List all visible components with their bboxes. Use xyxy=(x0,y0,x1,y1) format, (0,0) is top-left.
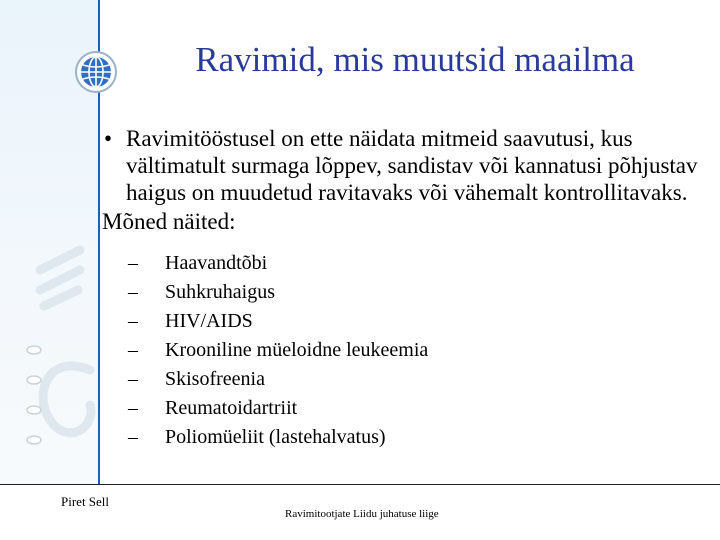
dash-icon: – xyxy=(128,339,138,361)
bullet-icon: • xyxy=(104,126,113,151)
slide-title: Ravimid, mis muutsid maailma xyxy=(195,40,635,79)
dash-icon: – xyxy=(128,310,138,332)
dash-icon: – xyxy=(128,397,138,419)
list-item: – Krooniline müeloidne leukeemia xyxy=(100,336,700,365)
examples-heading: Mõned näited: xyxy=(102,209,236,234)
examples-list xyxy=(100,249,700,452)
list-item: – Suhkruhaigus xyxy=(100,278,700,307)
footer-affiliation: Ravimitootjate Liidu juhatuse liige xyxy=(285,508,439,520)
dash-icon: – xyxy=(128,281,138,303)
list-item: – Skisofreenia xyxy=(100,365,700,394)
list-item: – HIV/AIDS xyxy=(100,307,700,336)
footer-author: Piret Sell xyxy=(61,494,110,509)
list-item: – Reumatoidartriit xyxy=(100,394,700,423)
intro-bullet-text: Ravimitööstusel on ette näidata mitmeid saavutusi, kus vältimatult surmaga lõppev, sandistav või kannatusi põhjustav haigus on muudetud ravitavaks või vähemalt kontrollitavaks. xyxy=(126,126,698,205)
footer-divider xyxy=(0,484,720,485)
decorative-watermark xyxy=(20,230,100,470)
dash-icon: – xyxy=(128,252,138,274)
intro-bullet xyxy=(100,125,700,206)
globe-icon xyxy=(74,50,118,94)
dash-icon: – xyxy=(128,426,138,448)
list-item: – Poliomüeliit (lastehalvatus) xyxy=(100,423,700,452)
dash-icon: – xyxy=(128,368,138,390)
list-item: – Haavandtõbi xyxy=(100,249,700,278)
slide-body xyxy=(100,125,700,452)
